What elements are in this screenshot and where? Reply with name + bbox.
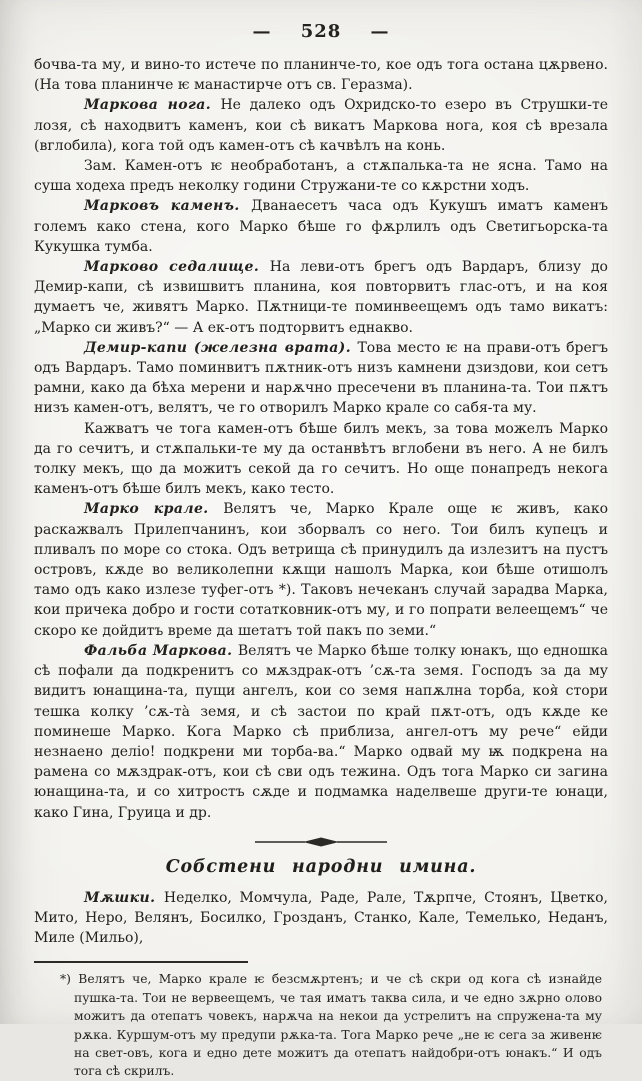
paragraph-text: Велятъ че, Марко Крале още ѥ живъ, како раскажвалъ Прилепчанинъ, кои зборвалъ со него. Тои билъ купецъ и пливалъ по море со стока. Одъ ветрища сѣ принудилъ да излезитъ на пустъ островъ, кѫде во великолепни кѫщи нашолъ Марка, кои бѣше отишолъ тамо одъ како излезе туфег-отъ *). Таковъ нечеканъ случай зарадва Марка, кои причека добро и гости сотатковник-отъ му, и го попрати велеещемъ“ че скоро ке дойдитъ време да шетатъ той пакъ по земи.“ bbox=[34, 501, 608, 639]
paragraph-lead: Демир-капи (железна врата). bbox=[84, 339, 358, 356]
footnote-divider-rule bbox=[34, 961, 248, 963]
paragraph bbox=[34, 95, 608, 156]
paragraph-text: Велятъ че Марко бѣше толку юнакъ, що едношка сѣ пофали да подкренитъ со мѫздрак-отъ ’сѫ-та земя. Господъ за да му видитъ юнащина-та, пущи ангелъ, кои со земя напѫлна торба, коя̀ стори тешка колку ’сѫ-та̀ земя, и сѣ застои по край пѫт-отъ, одъ кѫде ке поминеше Марко. Кога Марко сѣ приблиза, ангел-отъ му рече“ ейди незнаено деліо! подкрени ми торба-ва.“ Марко одвай му ѭ подкрена на рамена со мѫздрак-отъ, кои сѣ сви одъ тежина. Одъ тога Марко си загина юнащина-та, и со хитростъ сѫде и подмамка наделвеше други-те юнаци, како Гина, Груица и др. bbox=[34, 642, 608, 821]
paragraph-text: Неделко, Момчула, Раде, Рале, Тѫрпче, Стоянъ, Цветко, Мито, Неро, Велянъ, Босилко, Грозданъ, Станко, Кале, Темелько, Неданъ, Миле (Мильо), bbox=[34, 889, 609, 947]
paragraph bbox=[34, 156, 608, 196]
paragraph-text: бочва-та му, и вино-то истече по планинче-то, кое одъ тога остана цѫрвено. (На това планинче ѥ манастирче отъ св. Геразма). bbox=[34, 57, 608, 94]
paragraph-text: На леви-отъ брегъ одъ Вардаръ, близу до Демир-капи, сѣ извишвитъ планина, коя повторвитъ глас-отъ, и на коя думаетъ че, живятъ Марко. Пѫтници-те поминвеещемъ одъ тамо викатъ: „Марко си живъ?“ — А ек-отъ подторвитъ еднакво. bbox=[34, 259, 608, 336]
footnote: *) Велятъ че, Марко крале ѥ безсмѫртенъ; и че сѣ скри од кога сѣ изнайде пушка-та. Тои не вервеещемъ, че тая иматъ таква сила, и че едно зѫрно олово можитъ да отепатъ човекъ, нарѫча на некои да устрелитъ на спружена-та му рѫка. Куршум-отъ му предупи рѫка-та. Тога Марко рече „не ѥ сега за живенѥ на свет-овъ, кога и едно дете можитъ да отепатъ найдобри-отъ юнакъ.“ И одъ тога сѣ скрилъ. bbox=[60, 972, 602, 1079]
paragraph-text: Зам. Камен-отъ ѥ необработанъ, а стѫпалька-та не ясна. Тамо на суша ходеха предъ неколку години Стружани-те со кѫрстни ходъ. bbox=[34, 158, 608, 195]
paragraph-text: Не далеко одъ Охридско-то езеро въ Струшки-те лозя, сѣ находвитъ каменъ, кои сѣ викатъ Маркова нога, коя сѣ врезала (вглобила), кога той одъ камен-отъ сѣ качвѣлъ на конь. bbox=[34, 97, 608, 154]
paragraph-lead: Фальба Маркова. bbox=[84, 642, 238, 659]
paragraph-text: Дванаесетъ часа одъ Кукушъ иматъ каменъ големъ како стена, кого Марко бѣше го фѫрлилъ одъ Светигьорска-та Кукушка тумба. bbox=[34, 198, 608, 255]
names-paragraph bbox=[34, 888, 608, 949]
paragraph bbox=[34, 499, 608, 640]
paragraph-lead: Марковъ каменъ. bbox=[84, 198, 252, 215]
paragraph-lead: Маркова нога. bbox=[84, 97, 221, 114]
paragraph-text: Това место ѥ на прави-отъ брегъ одъ Вардаръ. Тамо поминвитъ пѫтник-отъ низъ камнени дзиздови, кои сетъ рамни, како да бѣха мерени и нарѫчно пресечени въ планина-та. Тои пѫтъ низъ камен-отъ, велятъ, че го отворилъ Марко крале со сабя-та му. bbox=[34, 339, 608, 417]
paragraph bbox=[34, 419, 608, 500]
page-body bbox=[34, 55, 608, 948]
paragraph bbox=[34, 196, 608, 257]
paragraph bbox=[34, 55, 608, 95]
paragraph bbox=[34, 257, 608, 338]
paragraph-lead: Марково седалище. bbox=[84, 259, 270, 276]
diamond-rule-ornament-icon bbox=[241, 836, 401, 848]
paragraph-lead: Мѫшки. bbox=[84, 889, 164, 906]
paragraph bbox=[34, 641, 608, 823]
paragraph-lead: Марко крале. bbox=[84, 501, 224, 518]
section-heading: Собстени народни имина. bbox=[165, 856, 477, 877]
page-number: — 528 — bbox=[252, 21, 390, 42]
paragraph-text: Кажватъ че тога камен-отъ бѣше билъ мекъ, за това можелъ Марко да го сечитъ, и стѫпальки-те му да останвѣтъ вглобени въ него. А не билъ толку мекъ, що да можитъ секой да го сечитъ. Но още понапредъ некога каменъ-отъ бѣше билъ мекъ, како тесто. bbox=[34, 420, 608, 498]
paragraph bbox=[34, 338, 608, 419]
